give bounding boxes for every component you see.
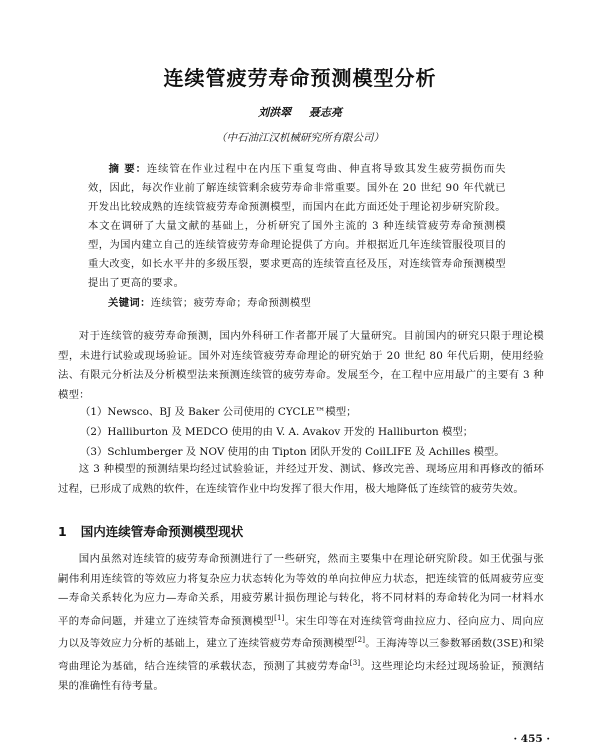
keywords (108, 294, 508, 309)
citation: [1] (274, 613, 285, 622)
keywords-label: 关键词： (108, 297, 151, 309)
list-item: （2）Halliburton 及 MEDCO 使用的由 V. A. Avakov 开发的 Halliburton 模型； (80, 426, 474, 438)
section-heading (58, 522, 243, 540)
abstract-text: 连续管在作业过程中在内压下重复弯曲、伸直将导致其发生疲劳损伤而失效，因此，每次作业前了解连续管剩余疲劳寿命非常重要。国外在 20 世纪 90 年代就已开发出比较成熟的连续管疲劳寿命预测模型，而国内在此方面还处于理论初步研究阶段。本文在调研了大量文献的基础上，分析研究了国外主流的 3 种连续管疲劳寿命预测模型，为国内建立自己的连续管疲劳寿命理论提供了方向。并根据近几年连续管服役项目的重大改变，如长水平井的多级压裂，要求更高的连续管直径及压，对连续管寿命预测模型提出了更高的要求。 (88, 163, 506, 289)
para-text: 。宋生印等在对连续管弯曲拉应力、径向应力、周向应力以及等效应力分析的基础上，建立了连续管疲劳寿命预测模型 (58, 614, 544, 650)
keywords-text: 连续管；疲劳寿命；寿命预测模型 (150, 297, 312, 309)
affiliation: （中石油江汉机械研究所有限公司） (216, 132, 384, 144)
abstract (88, 160, 506, 293)
section-title: 国内连续管寿命预测模型现状 (80, 524, 244, 539)
intro-paragraph-2: 这 3 种模型的预测结果均经过试验验证，并经过开发、测试、修改完善、现场应用和再修改的循环过程，已形成了成熟的软件，在连续管作业中均发挥了很大作用，极大地降低了连续管的疲劳失效。 (58, 463, 544, 495)
para-text: 。王海涛等以三参数幂函数(3SE)和梁弯曲理论为基础，结合连续管的承载状态，预测了其疲劳寿命 (58, 637, 544, 673)
list-item: （3）Schlumberger 及 NOV 使用的由 Tipton 团队开发的 CoilLIFE 及 Achilles 模型。 (80, 446, 505, 458)
model-list (80, 402, 550, 462)
citation: [2] (354, 636, 366, 645)
paper-title: 连续管疲劳寿命预测模型分析 (163, 66, 437, 90)
citation: [3] (349, 659, 361, 668)
intro-paragraph-1: 对于连续管的疲劳寿命预测，国内外科研工作者都开展了大量研究。目前国内的研究只限于理论模型，未进行试验或现场验证。国外对连续管疲劳寿命理论的研究始于 20 世纪 80 年代后期，使用经验法、有限元分析法及分析模型法来预测连续管的疲劳寿命。发展至今，在工程中应用最广的主要有 3 种模型： (58, 330, 544, 401)
abstract-label: 摘 要： (108, 163, 147, 175)
para-text: 。这些理论均未经过现场验证，预测结果的准确性有待考量。 (58, 660, 544, 693)
list-item: （1）Newsco、BJ 及 Baker 公司使用的 CYCLE™模型； (80, 406, 357, 418)
para-text: 国内虽然对连续管的疲劳寿命预测进行了一些研究，然而主要集中在理论研究阶段。如王优强与张嗣伟利用连续管的等效应力将复杂应力状态转化为等效的单向拉伸应力状态，把连续管的低周疲劳应变—寿命关系转化为应力—寿命关系，用疲劳累计损伤理论与转化，将不同材料的寿命转化为同一材料水平的寿命问题，并建立了连续管寿命预测模型 (58, 553, 544, 627)
section-number: 1 (58, 524, 67, 539)
page-number: · 455 · (513, 733, 550, 745)
section-paragraph (58, 550, 544, 697)
authors: 刘洪翠 聂志亮 (258, 106, 342, 119)
